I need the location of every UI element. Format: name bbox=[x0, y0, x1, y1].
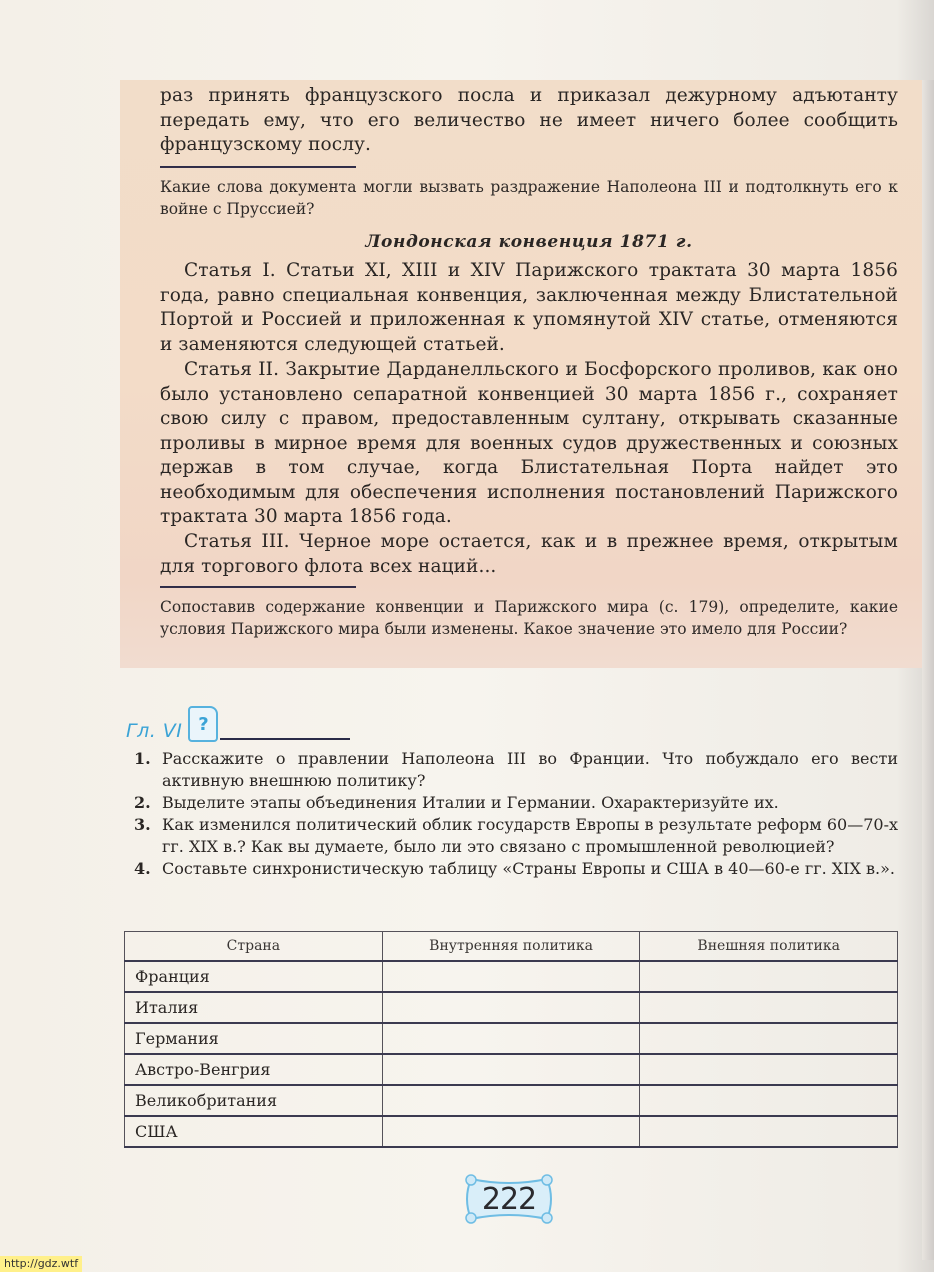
table-row bbox=[125, 1023, 898, 1054]
country-cell: Австро-Венгрия bbox=[125, 1054, 383, 1085]
chapter-rule bbox=[220, 738, 350, 740]
article-3: Статья III. Черное море остается, как и в прежнее время, открытым для торгового флота всех наций... bbox=[160, 531, 898, 577]
header-country: Страна bbox=[125, 932, 383, 962]
header-domestic-policy: Внутренняя политика bbox=[382, 932, 640, 962]
country-cell: Италия bbox=[125, 992, 383, 1023]
question-number: 2. bbox=[134, 793, 151, 812]
page-number: 222 bbox=[481, 1181, 537, 1217]
empty-cell bbox=[382, 1054, 640, 1085]
divider-rule bbox=[160, 586, 356, 588]
empty-cell bbox=[382, 1116, 640, 1147]
question-number: 1. bbox=[134, 749, 151, 768]
table-row bbox=[125, 1085, 898, 1116]
document-question-2: Сопоставив содержание конвенции и Парижского мира (с. 179), определите, какие условия Парижского мира были изменены. Какое значение это имело для России? bbox=[160, 598, 898, 638]
empty-cell bbox=[640, 961, 898, 992]
empty-cell bbox=[640, 1085, 898, 1116]
question-mark: ? bbox=[198, 713, 209, 735]
question-scroll-icon bbox=[188, 706, 218, 742]
empty-cell bbox=[640, 1023, 898, 1054]
country-cell: Германия bbox=[125, 1023, 383, 1054]
convention-title: Лондонская конвенция 1871 г. bbox=[365, 232, 693, 252]
question-text: Выделите этапы объединения Италии и Германии. Охарактеризуйте их. bbox=[162, 793, 779, 812]
empty-cell bbox=[640, 1054, 898, 1085]
article-2: Статья II. Закрытие Дарданелльского и Босфорского проливов, как оно было установлено сепаратной конвенцией 30 марта 1856 г., сохраняет свою силу с правом, предоставленным султану, открывать сказанные проливы в мирное время для военных судов дружественных и союзных держав в том случае, когда Блистательная Порта найдет это необходимым для обеспечения исполнения постановлений Парижского трактата 30 марта 1856 года. bbox=[160, 359, 898, 527]
empty-cell bbox=[382, 1085, 640, 1116]
question-number: 3. bbox=[134, 815, 151, 834]
empty-cell bbox=[382, 992, 640, 1023]
header-foreign-policy: Внешняя политика bbox=[640, 932, 898, 962]
list-item bbox=[126, 748, 898, 792]
document-question-1: Какие слова документа могли вызвать раздражение Наполеона III и подтолкнуть его к войне с Пруссией? bbox=[160, 178, 898, 218]
country-cell: Франция bbox=[125, 961, 383, 992]
synchronistic-table bbox=[124, 931, 898, 1148]
table-header-row bbox=[125, 932, 898, 962]
question-text: Составьте синхронистическую таблицу «Страны Европы и США в 40—60-е гг. XIX в.». bbox=[162, 859, 895, 878]
empty-cell bbox=[640, 1116, 898, 1147]
review-questions-list bbox=[126, 748, 898, 880]
table-row bbox=[125, 1116, 898, 1147]
empty-cell bbox=[382, 1023, 640, 1054]
list-item bbox=[126, 792, 898, 814]
page-number-badge bbox=[461, 1173, 557, 1225]
list-item bbox=[126, 858, 898, 880]
question-text: Расскажите о правлении Наполеона III во Франции. Что побуждало его вести активную внешнюю политику? bbox=[162, 749, 898, 790]
document-intro-text: раз принять французского посла и приказал дежурному адъютанту передать ему, что его величество не имеет ничего более сообщить французскому послу. bbox=[160, 85, 898, 155]
question-number: 4. bbox=[134, 859, 151, 878]
divider-rule bbox=[160, 166, 356, 168]
article-1: Статья I. Статьи XI, XIII и XIV Парижского трактата 30 марта 1856 года, равно специальная конвенция, заключенная между Блистательной Портой и Россией и приложенная к упомянутой XIV статье, отменяются и заменяются следующей статьей. bbox=[160, 260, 898, 355]
chapter-label: Гл. VI bbox=[126, 720, 183, 742]
empty-cell bbox=[382, 961, 640, 992]
table-row bbox=[125, 1054, 898, 1085]
empty-cell bbox=[640, 992, 898, 1023]
source-watermark-link[interactable]: http://gdz.wtf bbox=[0, 1256, 82, 1272]
country-cell: США bbox=[125, 1116, 383, 1147]
table-row bbox=[125, 961, 898, 992]
list-item bbox=[126, 814, 898, 858]
question-text: Как изменился политический облик государств Европы в результате реформ 60—70-х гг. XIX в.? Как вы думаете, было ли это связано с промышленной революцией? bbox=[162, 815, 898, 856]
table-row bbox=[125, 992, 898, 1023]
chapter-questions-header bbox=[126, 706, 350, 742]
country-cell: Великобритания bbox=[125, 1085, 383, 1116]
page-edge-shadow bbox=[922, 80, 934, 1260]
